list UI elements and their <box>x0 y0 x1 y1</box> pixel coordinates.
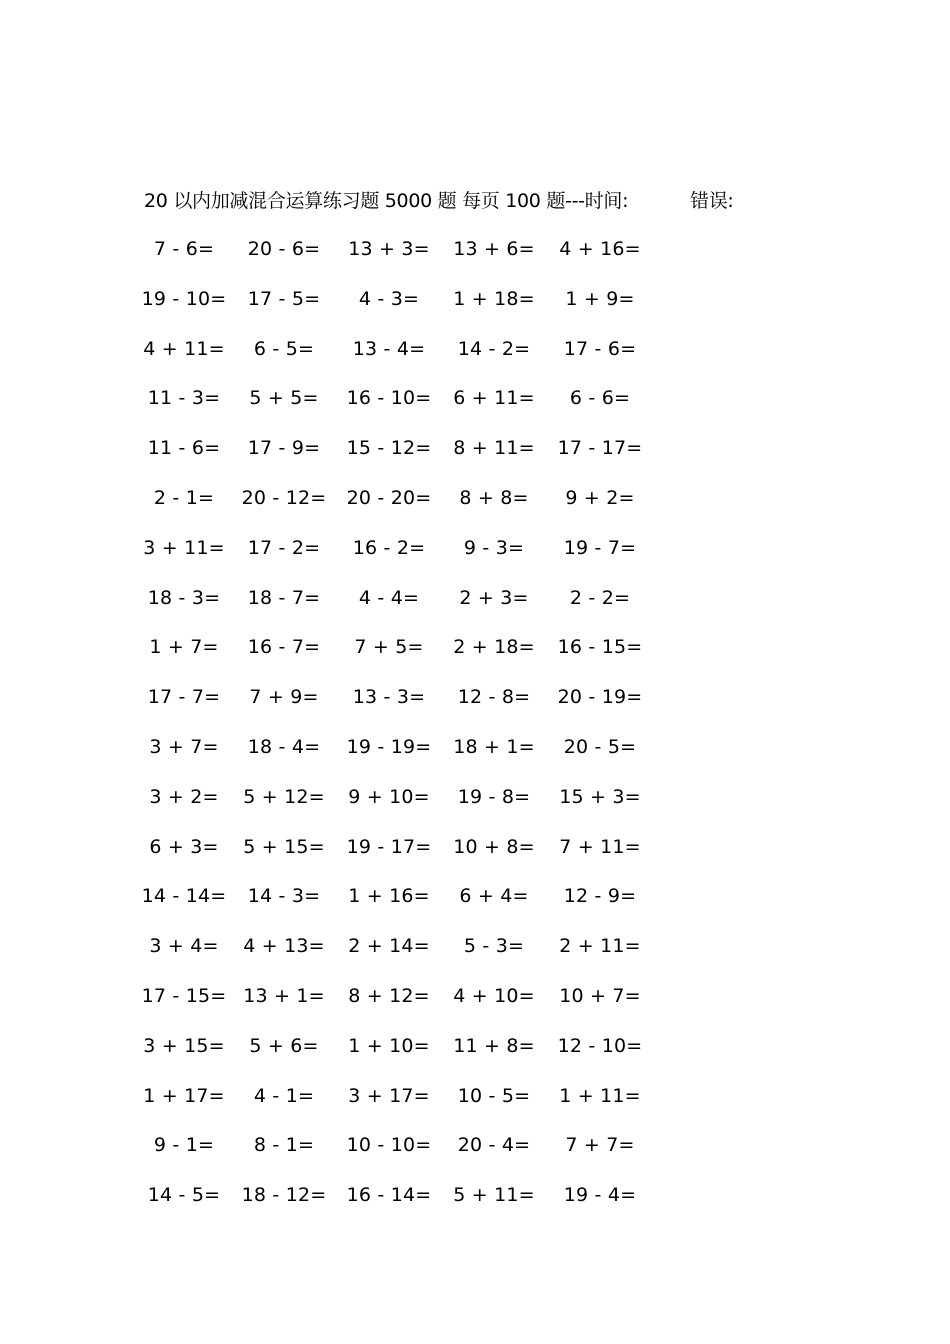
problem-r5-c1: 11 - 6= <box>147 437 221 460</box>
problem-r14-c5: 12 - 9= <box>563 885 637 908</box>
problem-r15-c2: 4 + 13= <box>243 935 325 958</box>
problem-r18-c1: 1 + 17= <box>143 1084 225 1107</box>
problem-r18-c4: 10 - 5= <box>457 1084 531 1107</box>
problem-r10-c5: 20 - 19= <box>557 686 643 709</box>
problem-r6-c5: 9 + 2= <box>565 487 635 509</box>
problem-r9-c1: 1 + 7= <box>149 636 219 659</box>
problem-r20-c2: 18 - 12= <box>241 1184 327 1207</box>
problem-r3-c1: 4 + 11= <box>143 337 225 360</box>
problem-r11-c3: 19 - 19= <box>346 736 432 758</box>
problem-r5-c2: 17 - 9= <box>247 437 321 460</box>
problem-r17-c1: 3 + 15= <box>143 1034 225 1057</box>
problem-r7-c4: 9 - 3= <box>463 536 525 559</box>
problem-r4-c4: 6 + 11= <box>453 387 535 410</box>
problem-r16-c4: 4 + 10= <box>453 985 535 1007</box>
problem-r13-c4: 10 + 8= <box>453 835 535 858</box>
problem-r11-c4: 18 + 1= <box>453 736 535 758</box>
problem-r13-c5: 7 + 11= <box>559 835 641 858</box>
problem-r18-c3: 3 + 17= <box>348 1084 430 1107</box>
problem-r12-c1: 3 + 2= <box>149 785 219 808</box>
problem-r11-c5: 20 - 5= <box>563 736 637 758</box>
problem-r17-c5: 12 - 10= <box>557 1034 643 1057</box>
problem-r15-c5: 2 + 11= <box>559 935 641 958</box>
problem-r15-c1: 3 + 4= <box>149 935 219 958</box>
problem-r10-c2: 7 + 9= <box>249 686 319 709</box>
problem-r18-c2: 4 - 1= <box>253 1084 315 1107</box>
problem-r19-c5: 7 + 7= <box>565 1134 635 1157</box>
problem-r12-c4: 19 - 8= <box>457 785 531 808</box>
problem-r16-c5: 10 + 7= <box>559 985 641 1007</box>
problem-r12-c2: 5 + 12= <box>243 785 325 808</box>
problem-r3-c3: 13 - 4= <box>352 337 426 360</box>
problem-r13-c3: 19 - 17= <box>346 835 432 858</box>
problem-r13-c2: 5 + 15= <box>243 835 325 858</box>
problem-r11-c1: 3 + 7= <box>149 736 219 758</box>
problem-r5-c5: 17 - 17= <box>557 437 643 460</box>
problem-r17-c2: 5 + 6= <box>249 1034 319 1057</box>
problem-r10-c3: 13 - 3= <box>352 686 426 709</box>
problem-r4-c1: 11 - 3= <box>147 387 221 410</box>
problem-r1-c5: 4 + 16= <box>559 238 641 260</box>
problem-r20-c4: 5 + 11= <box>453 1184 535 1207</box>
error-label: 错误: <box>690 190 734 212</box>
problem-r6-c2: 20 - 12= <box>241 487 327 509</box>
problem-r17-c4: 11 + 8= <box>453 1034 535 1057</box>
problem-r14-c1: 14 - 14= <box>141 885 227 908</box>
problem-r17-c3: 1 + 10= <box>348 1034 430 1057</box>
problem-r6-c1: 2 - 1= <box>153 487 215 509</box>
problem-r19-c4: 20 - 4= <box>457 1134 531 1157</box>
problem-r1-c4: 13 + 6= <box>453 238 535 260</box>
problem-r20-c1: 14 - 5= <box>147 1184 221 1207</box>
problem-r19-c3: 10 - 10= <box>346 1134 432 1157</box>
problem-r8-c2: 18 - 7= <box>247 586 321 609</box>
problem-r2-c4: 1 + 18= <box>453 287 535 310</box>
problem-r14-c3: 1 + 16= <box>348 885 430 908</box>
problem-r8-c4: 2 + 3= <box>459 586 529 609</box>
title-text: 20 以内加减混合运算练习题 5000 题 每页 100 题---时间: <box>144 190 629 212</box>
problem-r2-c2: 17 - 5= <box>247 287 321 310</box>
problem-r12-c3: 9 + 10= <box>348 785 430 808</box>
problem-r5-c4: 8 + 11= <box>453 437 535 460</box>
problem-r2-c1: 19 - 10= <box>141 287 227 310</box>
problem-r9-c5: 16 - 15= <box>557 636 643 659</box>
problem-r18-c5: 1 + 11= <box>559 1084 641 1107</box>
problem-r10-c4: 12 - 8= <box>457 686 531 709</box>
problem-r7-c5: 19 - 7= <box>563 536 637 559</box>
problem-r1-c1: 7 - 6= <box>153 238 215 260</box>
problem-r2-c5: 1 + 9= <box>565 287 635 310</box>
problem-r14-c4: 6 + 4= <box>459 885 529 908</box>
problem-r16-c2: 13 + 1= <box>243 985 325 1007</box>
problem-r15-c4: 5 - 3= <box>463 935 525 958</box>
problem-r2-c3: 4 - 3= <box>358 287 420 310</box>
problem-r13-c1: 6 + 3= <box>149 835 219 858</box>
problem-r20-c3: 16 - 14= <box>346 1184 432 1207</box>
problem-r5-c3: 15 - 12= <box>346 437 432 460</box>
problem-r16-c3: 8 + 12= <box>348 985 430 1007</box>
problem-r20-c5: 19 - 4= <box>563 1184 637 1207</box>
problem-r7-c3: 16 - 2= <box>352 536 426 559</box>
problem-r6-c3: 20 - 20= <box>346 487 432 509</box>
problem-r3-c2: 6 - 5= <box>253 337 315 360</box>
problem-r15-c3: 2 + 14= <box>348 935 430 958</box>
problem-r8-c3: 4 - 4= <box>358 586 420 609</box>
problem-r11-c2: 18 - 4= <box>247 736 321 758</box>
problem-r19-c1: 9 - 1= <box>153 1134 215 1157</box>
problem-r7-c1: 3 + 11= <box>143 536 225 559</box>
problem-r1-c3: 13 + 3= <box>348 238 430 260</box>
problem-r14-c2: 14 - 3= <box>247 885 321 908</box>
problem-r1-c2: 20 - 6= <box>247 238 321 260</box>
problem-r9-c3: 7 + 5= <box>354 636 424 659</box>
problem-r16-c1: 17 - 15= <box>141 985 227 1007</box>
problem-r6-c4: 8 + 8= <box>459 487 529 509</box>
problem-r7-c2: 17 - 2= <box>247 536 321 559</box>
problem-r3-c4: 14 - 2= <box>457 337 531 360</box>
problem-r3-c5: 17 - 6= <box>563 337 637 360</box>
problem-r4-c3: 16 - 10= <box>346 387 432 410</box>
problem-r10-c1: 17 - 7= <box>147 686 221 709</box>
problem-r9-c4: 2 + 18= <box>453 636 535 659</box>
problem-r9-c2: 16 - 7= <box>247 636 321 659</box>
problem-r4-c5: 6 - 6= <box>569 387 631 410</box>
problem-r8-c1: 18 - 3= <box>147 586 221 609</box>
problem-r12-c5: 15 + 3= <box>559 785 641 808</box>
problem-r4-c2: 5 + 5= <box>249 387 319 410</box>
problem-r8-c5: 2 - 2= <box>569 586 631 609</box>
problem-r19-c2: 8 - 1= <box>253 1134 315 1157</box>
